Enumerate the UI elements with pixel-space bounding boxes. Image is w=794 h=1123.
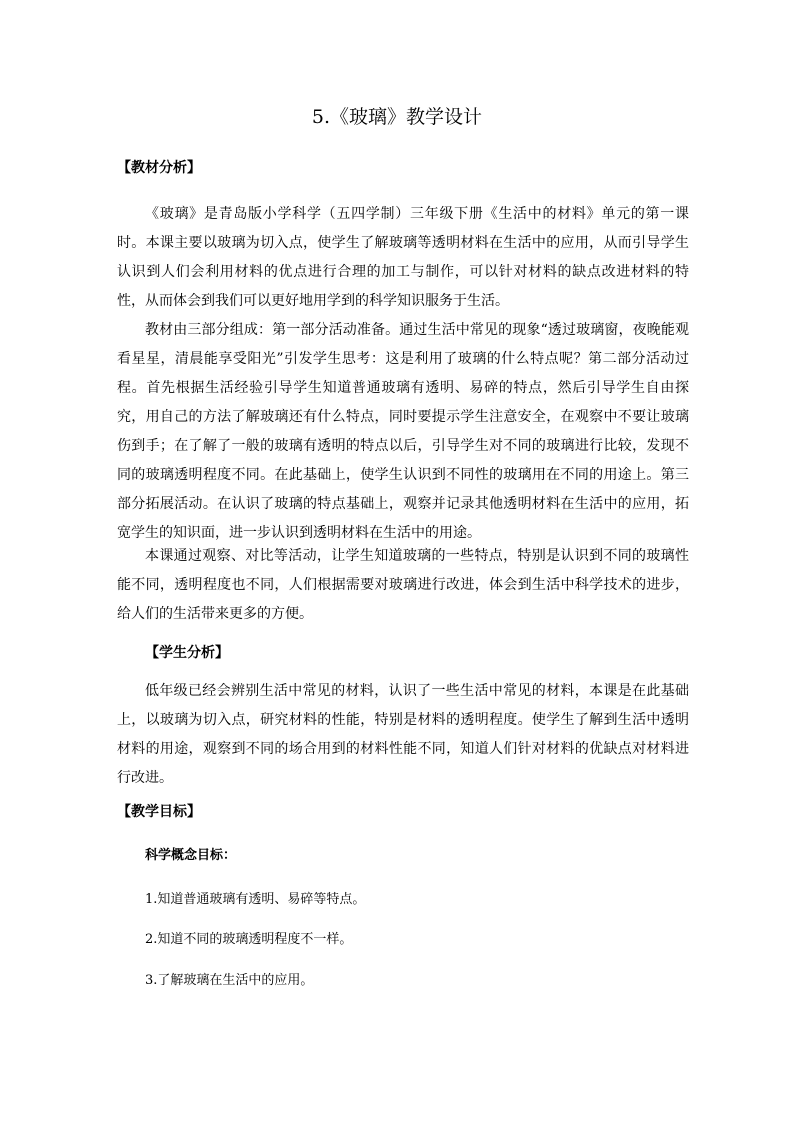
- section-heading-objectives: 【教学目标】: [117, 804, 201, 820]
- paragraph-student-analysis: 低年级已经会辨别生活中常见的材料，认识了一些生活中常见的材料，本课是在此基础上，以玻璃为切入点，研究材料的性能，特别是材料的透明程度。使学生了解到生活中透明材料的用途，观察到不同的场合用到的材料性能不同，知道人们针对材料的优缺点对材料进行改进。: [117, 683, 689, 786]
- objective-item: 1.知道普通玻璃有透明、易碎等特点。: [145, 892, 366, 907]
- paragraph-material-intro: 《玻璃》是青岛版小学科学（五四学制）三年级下册《生活中的材料》单元的第一课时。本课主要以玻璃为切入点，使学生了解玻璃等透明材料在生活中的应用，从而引导学生认识到人们会利用材料的优点进行合理的加工与制作，可以针对材料的缺点改进材料的特性，从而体会到我们可以更好地用学到的科学知识服务于生活。: [117, 206, 689, 309]
- objective-subheading: 科学概念目标：: [145, 848, 237, 863]
- objective-item: 2.知道不同的玻璃透明程度不一样。: [145, 932, 353, 947]
- section-heading-material-analysis: 【教材分析】: [117, 160, 201, 176]
- objective-item: 3.了解玻璃在生活中的应用。: [145, 973, 314, 988]
- paragraph-material-summary: 本课通过观察、对比等活动，让学生知道玻璃的一些特点，特别是认识到不同的玻璃性能不同，透明程度也不同，人们根据需要对玻璃进行改进，体会到生活中科学技术的进步，给人们的生活带来更多的方便。: [117, 548, 689, 622]
- page-title: 5.《玻璃》教学设计: [311, 106, 483, 128]
- section-heading-student-analysis: 【学生分析】: [145, 645, 229, 661]
- paragraph-material-structure: 教材由三部分组成：第一部分活动准备。通过生活中常见的现象“透过玻璃窗，夜晚能观看星星，清晨能享受阳光”引发学生思考：这是利用了玻璃的什么特点呢？第二部分活动过程。首先根据生活经验引导学生知道普通玻璃有透明、易碎的特点，然后引导学生自由探究，用自己的方法了解玻璃还有什么特点，同时要提示学生注意安全，在观察中不要让玻璃伤到手；在了解了一般的玻璃有透明的特点以后，引导学生对不同的玻璃进行比较，发现不同的玻璃透明程度不同。在此基础上，使学生认识到不同性的玻璃用在不同的用途上。第三部分拓展活动。在认识了玻璃的特点基础上，观察并记录其他透明材料在生活中的应用，拓宽学生的知识面，进一步认识到透明材料在生活中的用途。: [117, 322, 689, 541]
